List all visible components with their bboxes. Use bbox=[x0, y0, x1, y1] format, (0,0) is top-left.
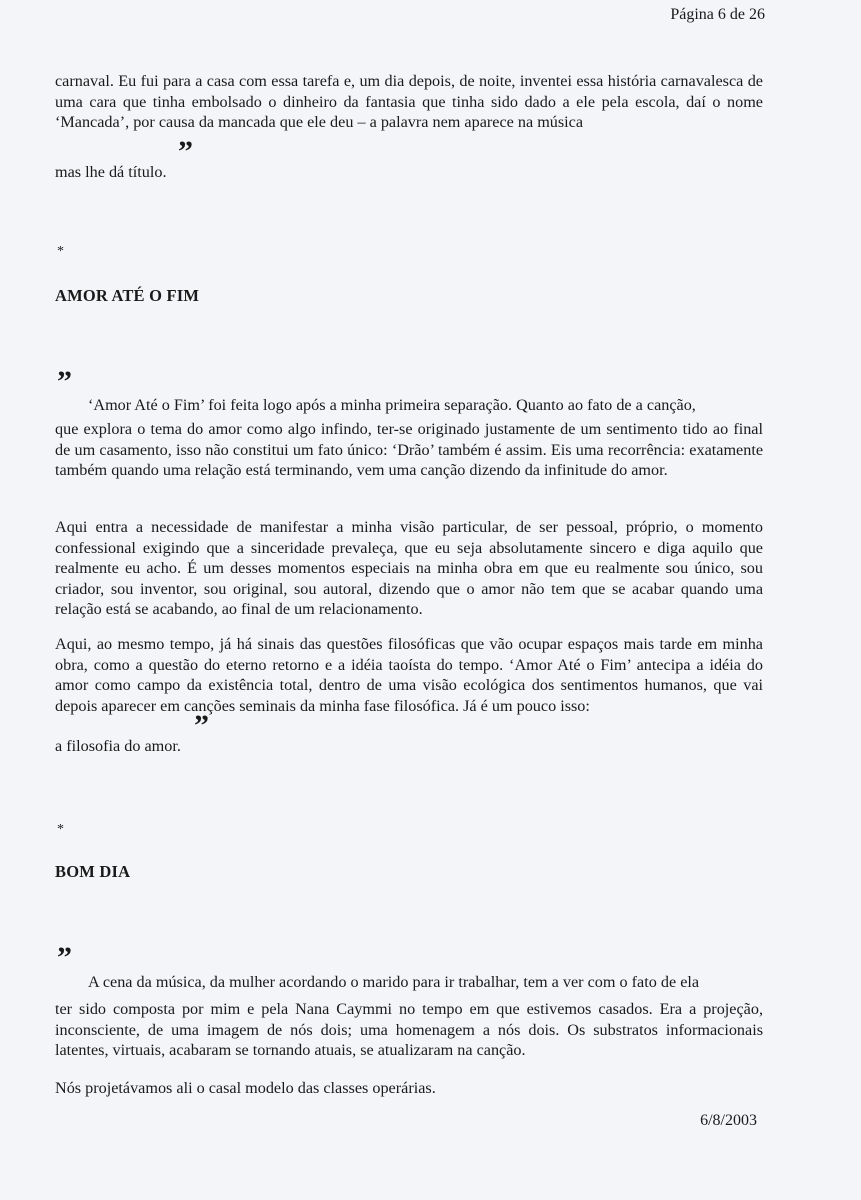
document-date: 6/8/2003 bbox=[700, 1112, 757, 1129]
bomdia-paragraph-1: ter sido composta por mim e pela Nana Caymmi no tempo em que estivemos casados. Era a projeção, inconsciente, de uma imagem de nós dois; uma homenagem a nós dois. Os substratos informacionais latentes, virtuais, acabaram se tornando atuais, se atualizaram na canção. bbox=[55, 1000, 763, 1059]
bomdia-first-line: A cena da música, da mulher acordando o marido para ir trabalhar, tem a ver com o fato de ela bbox=[88, 973, 700, 991]
intro-paragraph: carnaval. Eu fui para a casa com essa tarefa e, um dia depois, de noite, inventei essa história carnavalesca de uma cara que tinha embolsado o dinheiro da fantasia que tinha sido dado a ele pela escola, daí o nome ‘Mancada’, por causa da mancada que ele deu – a palavra nem aparece na música bbox=[55, 72, 763, 131]
amor-first-line: ‘Amor Até o Fim’ foi feita logo após a minha primeira separação. Quanto ao fato de a canção, bbox=[88, 396, 696, 414]
closing-quote-mark: ” bbox=[194, 709, 207, 742]
amor-paragraph-1: que explora o tema do amor como algo infindo, ter-se originado justamente de um sentimento tido ao final de um casamento, isso não constitui um fato único: ‘Drão’ também é assim. Eis uma recorrência: exatamente também quando uma relação está terminando, vem uma canção dizendo da infinitude do amor. bbox=[55, 420, 763, 479]
opening-quote-mark: ” bbox=[57, 365, 70, 398]
intro-paragraph-tail: mas lhe dá título. bbox=[55, 163, 167, 181]
bomdia-paragraph-2: Nós projetávamos ali o casal modelo das classes operárias. bbox=[55, 1079, 436, 1097]
section-title-amor-ate-o-fim: AMOR ATÉ O FIM bbox=[55, 286, 200, 305]
opening-quote-mark: ” bbox=[57, 941, 70, 974]
amor-paragraph-2: Aqui entra a necessidade de manifestar a minha visão particular, de ser pessoal, próprio, o momento confessional exigindo que a sinceridade prevaleça, que eu seja absolutamente sincero e diga aquilo que realmente eu acho. É um desses momentos especiais na minha obra em que eu realmente sou único, sou criador, sou inventor, sou original, sou autoral, dizendo que o amor não tem que se acabar quando uma relação está se acabando, ao final de um relacionamento. bbox=[55, 518, 763, 618]
section-title-bom-dia: BOM DIA bbox=[55, 862, 131, 881]
page-number: Página 6 de 26 bbox=[670, 6, 765, 23]
section-separator: * bbox=[57, 244, 64, 259]
amor-paragraph-3: Aqui, ao mesmo tempo, já há sinais das questões filosóficas que vão ocupar espaços mais tarde em minha obra, como a questão do eterno retorno e a idéia taoísta do tempo. ‘Amor Até o Fim’ antecipa a idéia do amor como campo da existência total, dentro de uma visão ecológica dos sentimentos humanos, que vai depois aparecer em canções seminais da minha fase filosófica. Já é um pouco isso: bbox=[55, 635, 763, 715]
closing-quote-mark: ” bbox=[178, 135, 191, 168]
section-separator: * bbox=[57, 822, 64, 837]
amor-paragraph-tail: a filosofia do amor. bbox=[55, 737, 181, 755]
